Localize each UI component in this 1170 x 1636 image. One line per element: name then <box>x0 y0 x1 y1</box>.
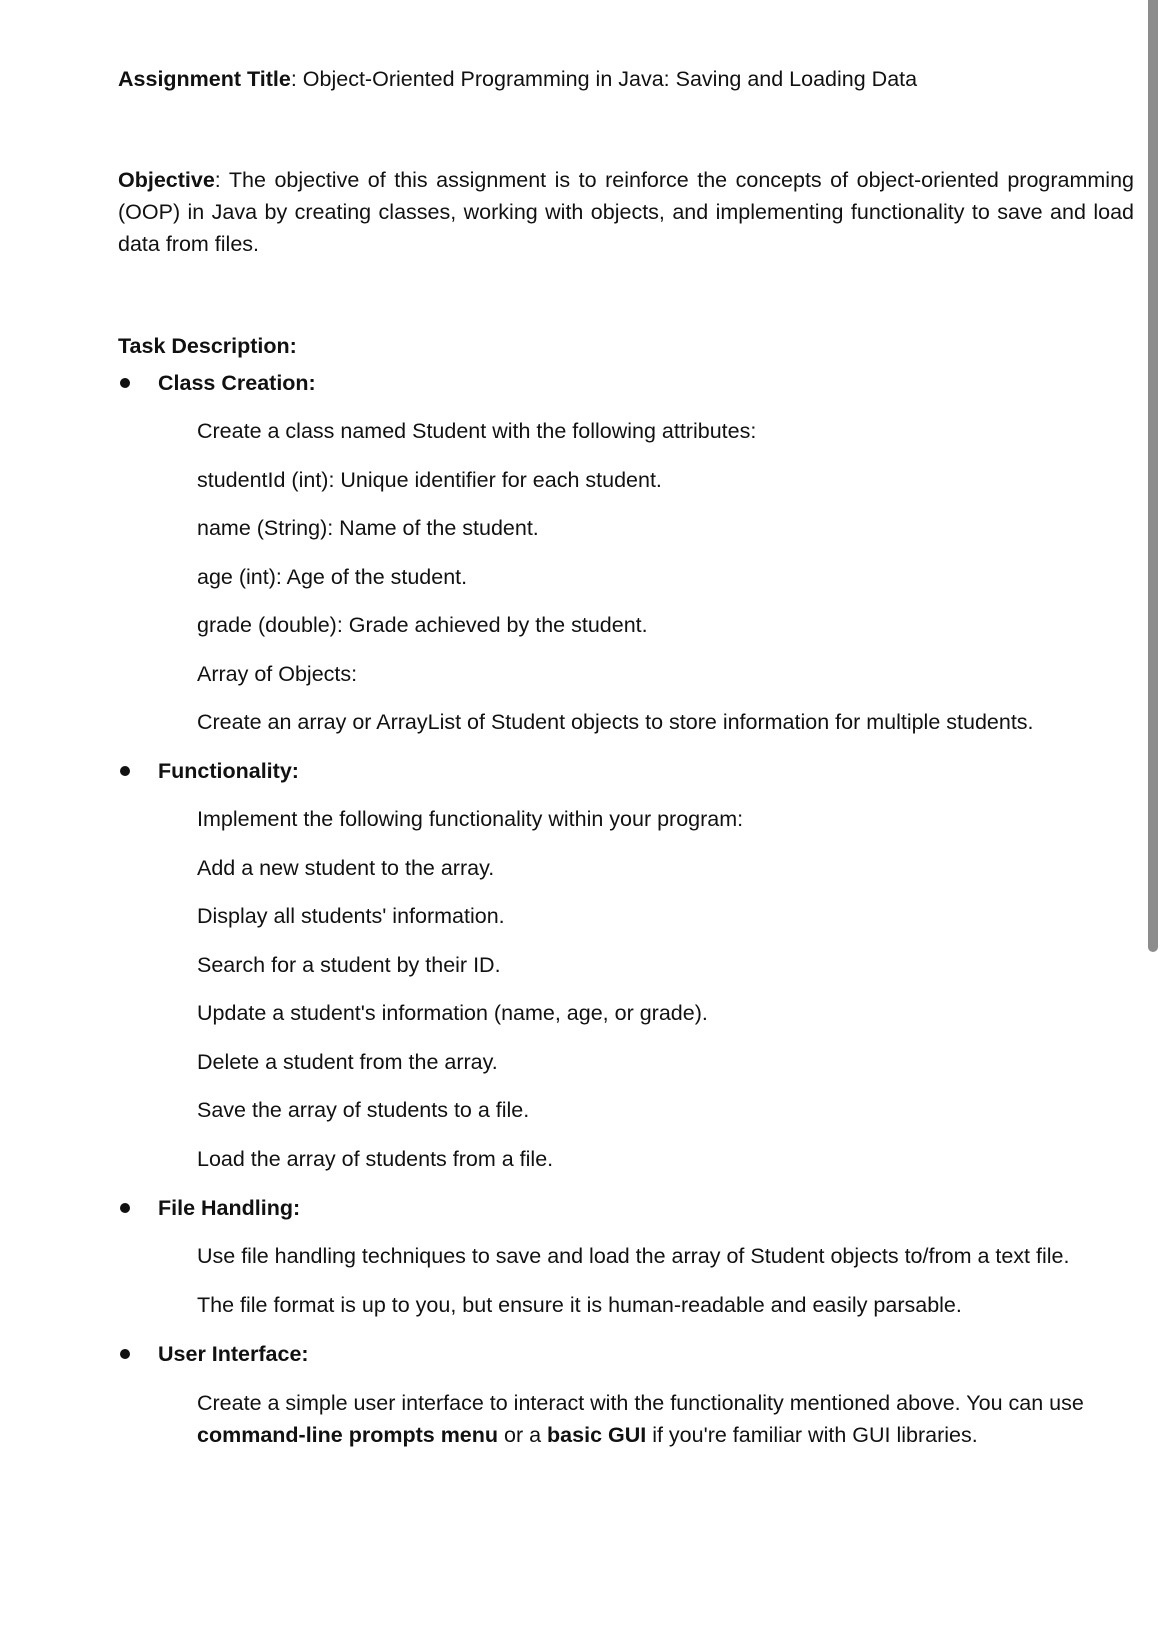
list-item: Display all students' information. <box>197 904 505 928</box>
list-item: age (int): Age of the student. <box>197 565 468 589</box>
bullet-icon <box>120 1349 130 1359</box>
section-label: User Interface: <box>158 1342 309 1366</box>
ui-text-part2: or a <box>498 1423 548 1447</box>
task-description-heading: Task Description: <box>118 334 297 358</box>
bullet-icon <box>120 378 130 388</box>
assignment-title-label: Assignment Title <box>118 67 291 91</box>
section-label: Class Creation: <box>158 371 316 395</box>
list-item: Save the array of students to a file. <box>197 1098 530 1122</box>
list-item: Load the array of students from a file. <box>197 1147 554 1171</box>
bullet-icon <box>120 766 130 776</box>
list-item: Create an array or ArrayList of Student objects to store information for multiple students. <box>197 710 1034 734</box>
list-item: Delete a student from the array. <box>197 1050 498 1074</box>
objective-label: Objective <box>118 168 215 192</box>
list-item: name (String): Name of the student. <box>197 516 539 540</box>
ui-text-part1: Create a simple user interface to interact with the functionality mentioned above. You can use <box>197 1391 1084 1415</box>
list-item: studentId (int): Unique identifier for each student. <box>197 468 662 492</box>
bullet-icon <box>120 1203 130 1213</box>
objective-separator: : <box>214 168 229 192</box>
list-item: Implement the following functionality within your program: <box>197 807 744 831</box>
objective-paragraph <box>118 164 1134 260</box>
objective-text: The objective of this assignment is to reinforce the concepts of object-oriented programming (OOP) in Java by creating classes, working with objects, and implementing functionality to save and load data from files. <box>118 168 1135 256</box>
list-item: The file format is up to you, but ensure it is human-readable and easily parsable. <box>197 1293 962 1317</box>
section-label: Functionality: <box>158 759 299 783</box>
user-interface-paragraph <box>197 1387 1097 1451</box>
section-label: File Handling: <box>158 1196 301 1220</box>
assignment-title-text: Object-Oriented Programming in Java: Saving and Loading Data <box>302 67 918 91</box>
list-item: Search for a student by their ID. <box>197 953 501 977</box>
ui-bold-cli: command-line prompts menu <box>197 1423 499 1447</box>
assignment-title-separator: : <box>290 67 303 91</box>
list-item: Add a new student to the array. <box>197 856 495 880</box>
ui-text-part3: if you're familiar with GUI libraries. <box>646 1423 978 1447</box>
list-item: Use file handling techniques to save and load the array of Student objects to/from a text file. <box>197 1244 1070 1268</box>
assignment-title <box>118 63 917 95</box>
ui-bold-gui: basic GUI <box>547 1423 647 1447</box>
list-item: Array of Objects: <box>197 662 358 686</box>
list-item: Create a class named Student with the following attributes: <box>197 419 757 443</box>
list-item: grade (double): Grade achieved by the student. <box>197 613 648 637</box>
list-item: Update a student's information (name, age, or grade). <box>197 1001 708 1025</box>
vertical-scrollbar[interactable] <box>1148 0 1158 952</box>
